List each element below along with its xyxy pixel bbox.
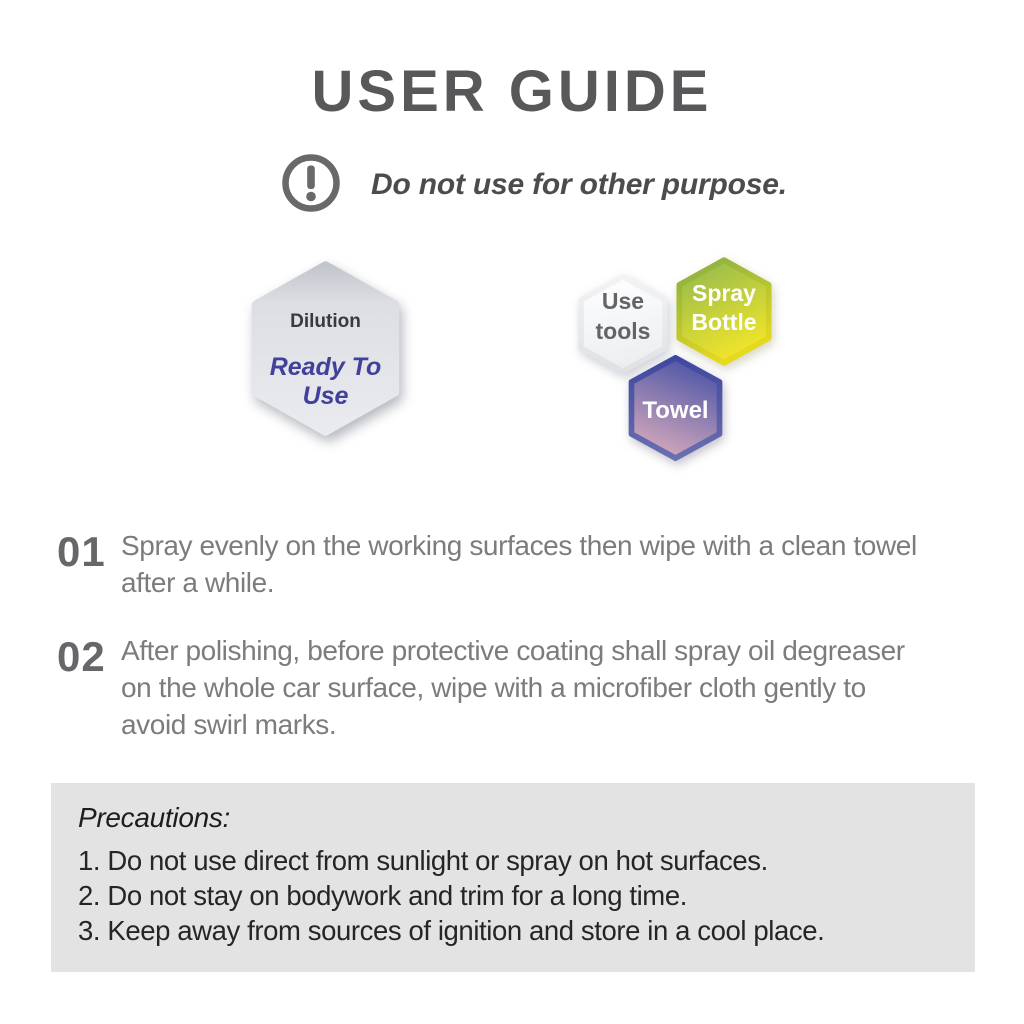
warning-text: Do not use for other purpose. [371,168,787,201]
towel-hexagon [628,355,723,461]
spray-bottle-label: Spray [692,280,756,306]
page-title: USER GUIDE [311,59,713,124]
precautions-heading: Precautions: [78,802,231,833]
precautions-item: 2. Do not stay on bodywork and trim for a long time. [78,880,687,911]
step-text-line: Spray evenly on the working surfaces then wipe with a clean towel [121,530,917,561]
spray-bottle-label: Bottle [691,309,757,335]
precautions-item: 1. Do not use direct from sunlight or spray on hot surfaces. [78,845,768,876]
exclamation-circle-icon [281,153,341,213]
step-text-line: After polishing, before protective coating shall spray oil degreaser [121,635,905,666]
use-tools-label: Use [601,288,645,314]
step-text-line: after a while. [121,567,275,598]
step-number: 02 [57,633,106,680]
spray-bottle-hexagon [676,257,772,366]
precautions-panel [51,783,975,972]
towel-label: Towel [642,397,709,424]
step-text [121,632,981,743]
dilution-value: Ready To Use [269,353,382,410]
step-text-line: on the whole car surface, wipe with a microfiber cloth gently to [121,672,866,703]
step-text-line: avoid swirl marks. [121,709,337,740]
dilution-label: Dilution [290,311,361,332]
step-number: 01 [57,528,106,575]
dilution-hexagon [251,261,400,436]
use-tools-label: tools [595,318,651,344]
step-text [121,527,981,601]
precautions-item: 3. Keep away from sources of ignition and store in a cool place. [78,915,825,946]
